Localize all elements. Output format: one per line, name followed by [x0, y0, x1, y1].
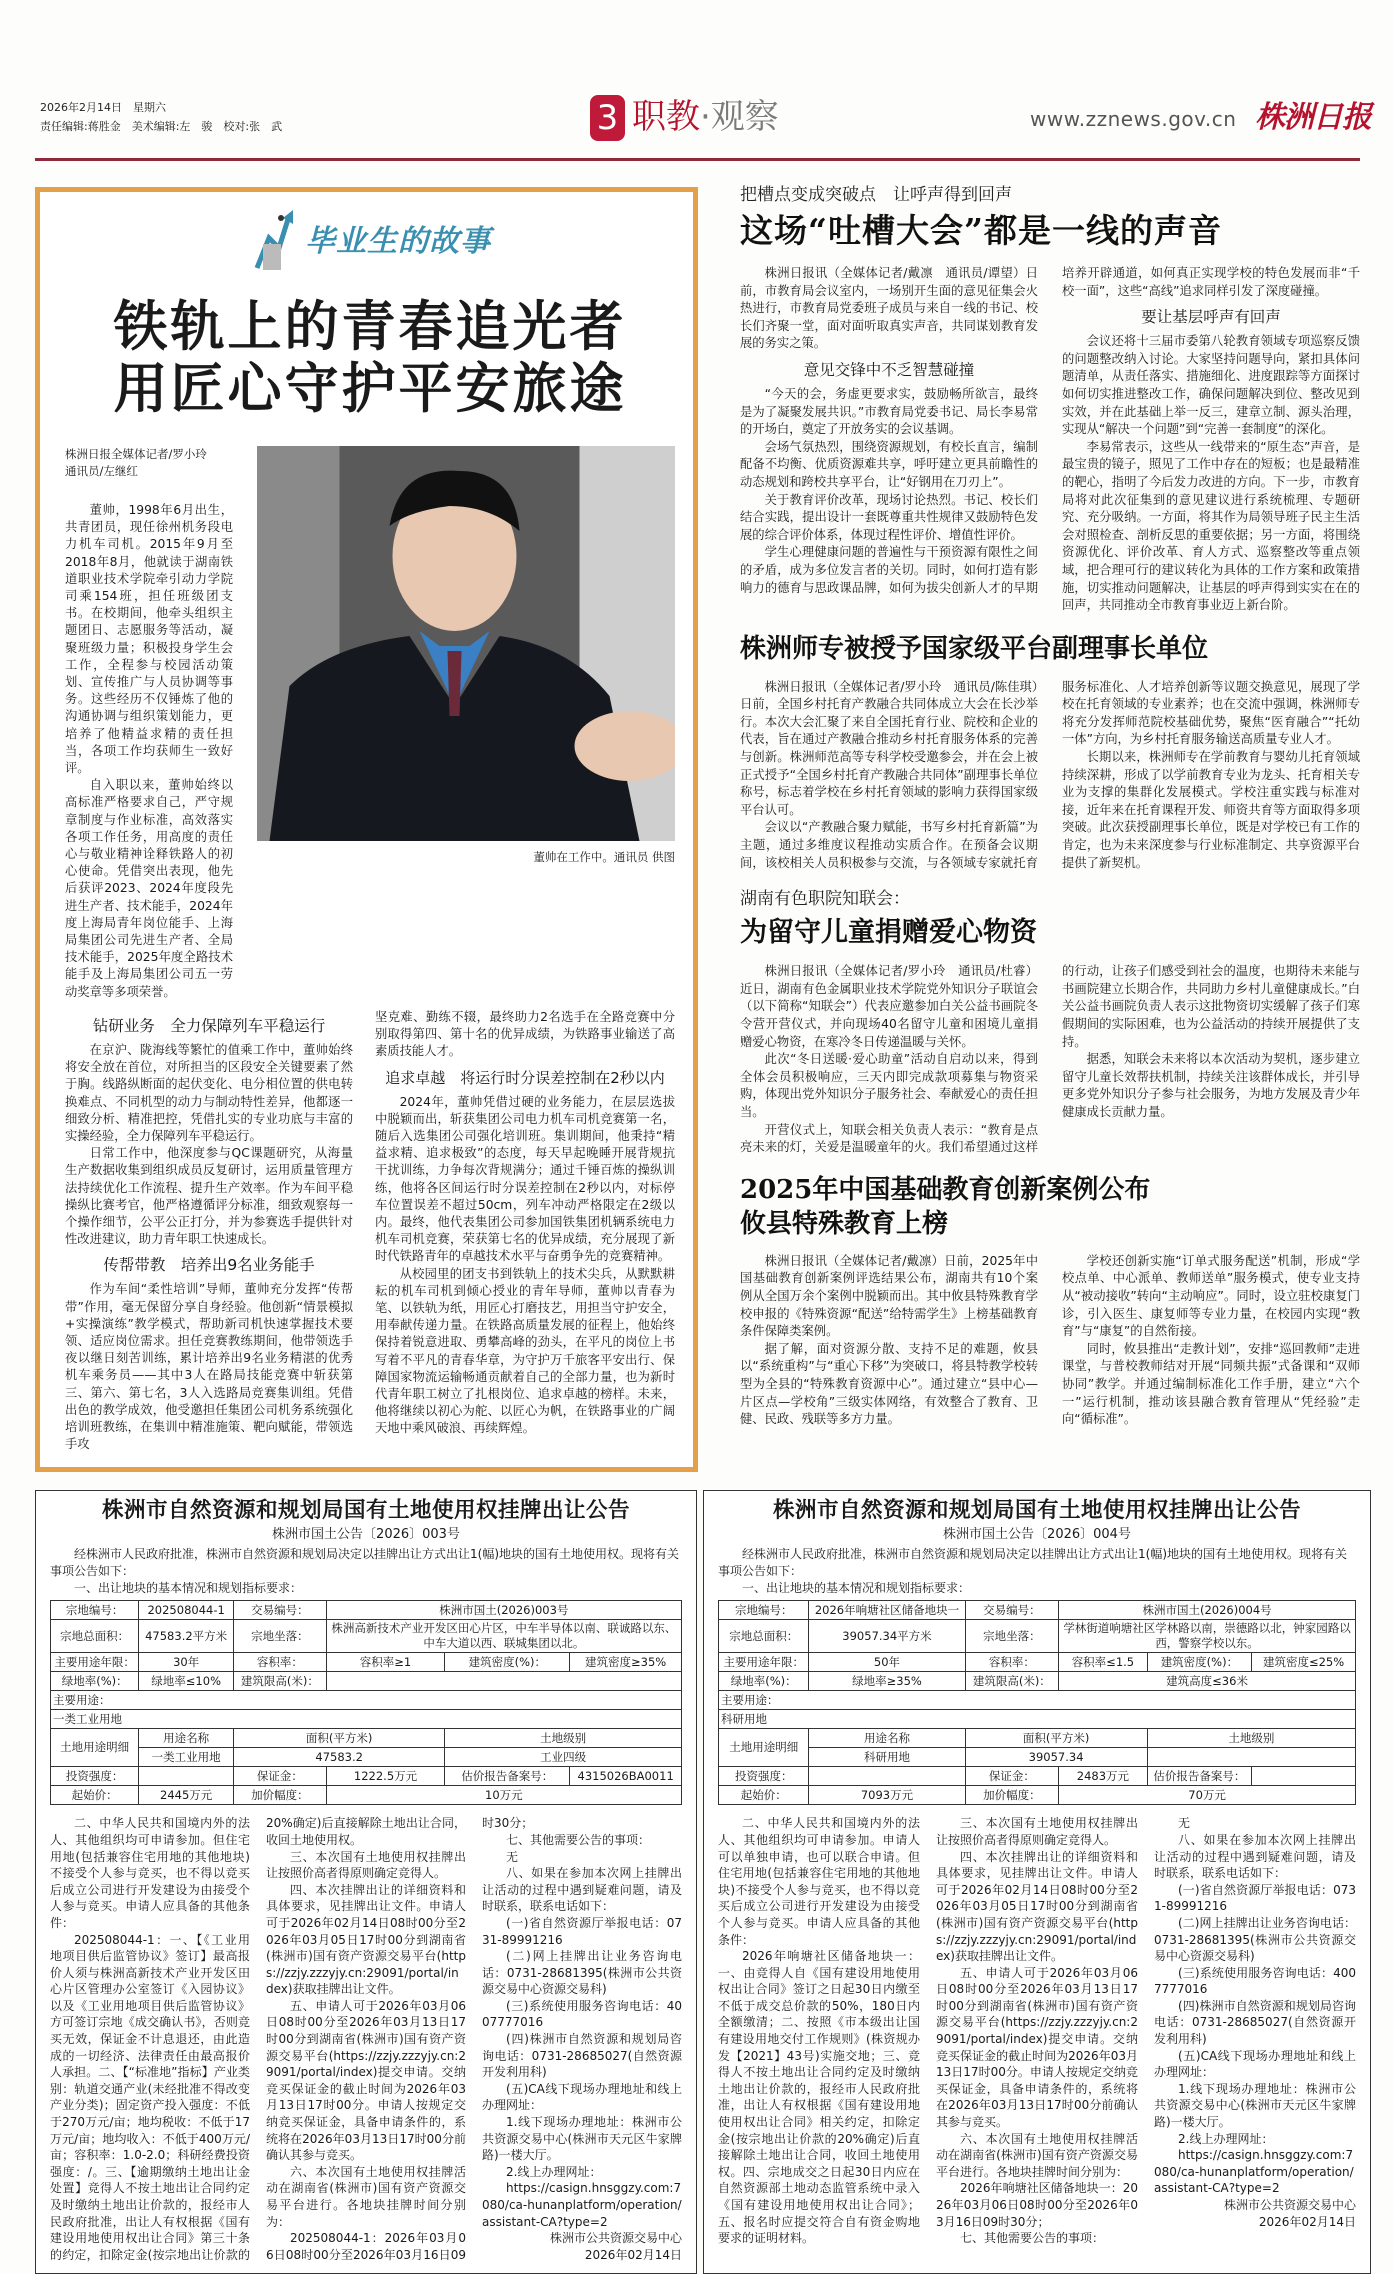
notice-paragraph: (三)系统使用服务咨询电话：4007777016 [1154, 1965, 1356, 1997]
table-row [719, 1653, 1356, 1672]
table-cell-density: 建筑密度≤25% [1252, 1653, 1356, 1672]
paragraph: 会场气氛热烈，围绕资源规划，有校长直言，编制配备不均衡、优质资源难共享，呼吁建立更具前瞻性的动态规划和跨校共享平台，让“好钢用在刀刃上”。 [740, 439, 1038, 489]
notice-paragraph: 四、本次挂牌出让的详细资料和具体要求，见挂牌出让文件。申请人可于2026年02月14日08时00分至2026年03月05日17时00分到湖南省(株洲市)国有资产资源交易平台(https://zzjy.zzzyjy.cn:29091/portal/index)获取挂牌出让文件。 [266, 1882, 466, 1997]
page-content [35, 184, 1371, 2274]
table-row [51, 1748, 682, 1767]
table-cell-invest [139, 1767, 234, 1786]
table-cell-parcel-no-label: 宗地编号： [51, 1601, 139, 1620]
paragraph: 株洲日报讯（全媒体记者/罗小玲 通讯员/陈佳琪）日前，全国乡村托育产教融合共同体成立大会在长沙举行。本次大会汇聚了来自全国托育行业、院校和企业的代表，旨在通过产教融合推动乡村托育服务体系的完善与创新。株洲师范高等专科学校受邀参会，并在会上被正式授予“全国乡村托育产教融合共同体”副理事长单位称号，标志着学校在乡村托育领域的影响力获得国家级平台认可。 [740, 679, 1038, 817]
paragraph: 在京沪、陇海线等繁忙的值乘工作中，董帅始终将安全放在首位，对所担当的区段安全关键要素了然于胸。线路纵断面的起伏变化、电分相位置的供电转换难点、不同机型的动力与制动特性差异，他都逐一细致分析、精准把控，凭借扎实的专业功底与丰富的实操经验，全力保障列车平稳运行。 [65, 1042, 353, 1143]
table-cell-height [326, 1672, 681, 1691]
paragraph: 学生心理健康问题的普遍性与干预资源有限性之间的矛盾，成为多位发言者的关切。同时，如何打造有影响力的德育与思政课品牌，如何为拔尖创新人才的早期培养开辟通道，如何真正实现学校的特色发展而非“千校一面”，这些“高线”追求同样引发了深度碰撞。 [740, 266, 1360, 595]
feature-intro-column [65, 446, 233, 1001]
notice-intro: 经株洲市人民政府批准，株洲市自然资源和规划局决定以挂牌出让方式出让1(幅)地块的国有土地使用权。现将有关事项公告如下： [50, 1547, 680, 1579]
article2-body [740, 679, 1360, 873]
table-cell-main-use-label: 主要用途： [51, 1691, 682, 1710]
table-row [51, 1653, 682, 1672]
person-photo-icon [257, 446, 675, 841]
table-cell-land-grade: 工业四级 [445, 1748, 682, 1767]
table-cell-area-label: 宗地总面积： [51, 1620, 139, 1653]
table-cell-density-label: 建筑密度(%)： [445, 1653, 570, 1672]
article3-body [740, 963, 1360, 1157]
paragraph: 此次“冬日送暖·爱心助童”活动自启动以来，得到全体会员积极响应，三天内即完成款项募集与物资采购，体现出党外知识分子服务社会、奉献爱心的责任担当。 [740, 1052, 1038, 1119]
land-auction-notice-003 [35, 1490, 697, 2274]
feature-lower [65, 1009, 675, 1453]
notice-paragraph: (四)株洲市自然资源和规划局咨询电话：0731-28685027(自然资源开发利用科) [1154, 1998, 1356, 2047]
photo-caption: 董帅在工作中。通讯员 供图 [533, 850, 675, 864]
table-cell-land-grade [1147, 1748, 1355, 1767]
headline-line-2: 用匠心守护平安旅途 [113, 357, 627, 420]
table-cell-deposit: 1222.5万元 [326, 1767, 445, 1786]
table-row [51, 1601, 682, 1620]
table-cell-density-label: 建筑密度(%)： [1147, 1653, 1251, 1672]
table-cell-deposit-label: 保证金： [965, 1767, 1059, 1786]
table-cell-green-label: 绿地率(%)： [51, 1672, 139, 1691]
paragraph: 株洲日报讯（全媒体记者/罗小玲 通讯员/杜睿）近日，湖南有色金属职业技术学院党外知识分子联谊会（以下简称“知联会”）代表应邀参加白关公益书画院冬令营开营仪式，并向现场40名留守儿童和困境儿童捐赠爱心物资，在寒冷冬日传递温暖与关怀。 [740, 964, 1038, 1049]
table-row [719, 1786, 1356, 1805]
notice-paragraph: 七、其他需要公告的事项： [960, 2231, 1105, 2246]
climber-arrow-icon [249, 208, 299, 276]
paragraph: 长期以来，株洲师专在学前教育与婴幼儿托育领域持续深耕，形成了以学前教育专业为龙头、托育相关专业为支撑的集群化发展模式。学校注重实践与标准对接，近年来在托育课程开发、师资共育等方面取得多项突破。此次获授副理事长单位，既是对学校已有工作的肯定，也为未来深度参与行业标准制定、共享资源平台提供了新契机。 [1062, 750, 1360, 870]
notices-row [35, 1490, 1371, 2274]
table-cell-trade-no: 株洲市国土(2026)003号 [326, 1601, 681, 1620]
notice-paragraph: 四、本次挂牌出让的详细资料和具体要求，见挂牌出让文件。申请人可于2026年02月14日08时00分至2026年03月05日17时00分到湖南省(株洲市)国有资产资源交易平台(https://zzjy.zzzyjy.cn:29091/portal/index)获取挂牌出让文件。 [936, 1849, 1138, 1964]
table-cell-term-label: 主要用途年限： [51, 1653, 139, 1672]
notice-date: 2026年02月14日 [584, 2247, 682, 2262]
table-cell-increment-label: 加价幅度： [965, 1786, 1059, 1805]
table-cell-use-name: 一类工业用地 [139, 1748, 234, 1767]
table-cell-use-name: 科研用地 [809, 1748, 965, 1767]
table-cell-parcel-no-label: 宗地编号： [719, 1601, 809, 1620]
section-title [632, 94, 779, 140]
notice-paragraph: 2.线上办理网址： [1178, 2131, 1274, 2146]
article1-body [740, 265, 1360, 615]
headline-line-1: 铁轨上的青春追光者 [113, 295, 627, 358]
subheading: 要让基层呼声有回声 [1141, 308, 1281, 327]
subheading: 钻研业务 全力保障列车平稳运行 [92, 1016, 326, 1035]
column-logo [65, 208, 675, 276]
table-row [719, 1601, 1356, 1620]
table-cell-location-label: 宗地坐落： [965, 1620, 1059, 1653]
table-cell-invest [809, 1767, 965, 1786]
notice-paragraph: 无 [1178, 1816, 1191, 1831]
section-title-sub: ·观察 [700, 97, 779, 137]
paragraph: 株洲日报讯（全媒体记者/戴凛）日前，2025年中国基础教育创新案例评选结果公布，湖南共有10个案例从全国万余个案例中脱颖而出。其中攸县特殊教育学校申报的《特殊资源“配送”给特需学生》上榜基础教育条件保障类案例。 [740, 1253, 1038, 1339]
feature-photo-block [257, 446, 675, 1001]
table-cell-increment: 10万元 [326, 1786, 681, 1805]
feature-upper [65, 446, 675, 1001]
table-cell-location-label: 宗地坐落： [233, 1620, 326, 1653]
table-cell-area: 39057.34平方米 [809, 1620, 965, 1653]
table-row [719, 1620, 1356, 1653]
paragraph: 会议还将十三届市委第八轮教育领域专项巡察反馈的问题整改纳入讨论。大家坚持问题导向，紧扣具体问题清单，从责任落实、措施细化、进度跟踪等方面探讨如何切实推进整改工作，确保问题解决到位、整改见到实效，并在此基础上举一反三，建章立制、源头治理，实现从“解决一个问题”到“完善一套制度”的深化。 [1062, 334, 1360, 437]
table-cell-invest-label: 投资强度： [719, 1767, 809, 1786]
notice-signer: 株洲市公共资源交易中心 [1223, 2198, 1356, 2213]
paragraph: 关于教育评价改革，现场讨论热烈。书记、校长们结合实践，提出设计一套既尊重共性规律又鼓励特色发展的综合评价体系，体现过程性评价、增值性评价。 [740, 492, 1038, 542]
notice-paragraph: 五、申请人可于2026年03月06日08时00分至2026年03月13日17时00分到湖南省(株洲市)国有资产资源交易平台(https://zzjy.zzzyjy.cn:29091/portal/index)提交申请。交纳竞买保证金的截止时间为2026年03月13日17时00分。申请人按规定交纳竞买保证金，具备申请条件的，系统将在2026年03月13日17时00分前确认其参与竞买。 [936, 1965, 1138, 2130]
paragraph: 从校园里的团支书到铁轨上的技术尖兵，从默默耕耘的机车司机到倾心授业的青年导师，董帅以青春为笔、以铁轨为纸，用匠心打磨技艺，用担当守护安全，用奉献传递力量。在铁路高质量发展的征程上，他始终保持着锐意进取、勇攀高峰的劲头，在平凡的岗位上书写着不平凡的青春华章，为守护万千旅客平安出行、保障国家物流运输畅通贡献着自己的全部力量，也为新时代青年职工树立了扎根岗位、追求卓越的榜样。未来，他将继续以初心为舵、以匠心为帆，在铁路事业的广阔天地中乘风破浪、再续辉煌。 [375, 1266, 675, 1436]
table-cell-location: 株洲高新技术产业开发区田心片区，中车半导体以南、联诚路以东、中车大道以西、联城集团以北。 [326, 1620, 681, 1653]
paragraph: 据了解，面对资源分散、支持不足的难题，攸县以“系统重构”与“重心下移”为突破口，将县特教学校转型为全县的“特殊教育资源中心”。通过建立“县中心—片区点—学校角”三级实体网络，有效整合了教育、卫健、民政、残联等多方力量。 [740, 1341, 1038, 1427]
land-auction-notice-004 [703, 1490, 1371, 2274]
table-cell-parcel-no: 2026年响塘社区储备地块一 [809, 1601, 965, 1620]
table-cell-main-use-label: 主要用途： [719, 1691, 1356, 1710]
notice-paragraph: (一)省自然资源厅举报电话：0731-89991216 [482, 1915, 682, 1947]
table-cell-parcel-no: 202508044-1 [139, 1601, 234, 1620]
table-row [719, 1672, 1356, 1691]
table-row [51, 1767, 682, 1786]
notice-paragraph: 二、中华人民共和国境内外的法人、其他组织均可申请参加。但住宅用地(包括兼容住宅用地的其他地块)不接受个人参与竞买，也不得以竞买后成立公司进行开发建设为由接受个人参与竞买。申请人应具备的其他条件： [50, 1816, 250, 1930]
table-cell-far-label: 容积率： [233, 1653, 326, 1672]
notice-paragraph: 2026年响塘社区储备地块一：2026年03月06日08时00分至2026年03月16日09时30分； [936, 2181, 1138, 2229]
table-row [51, 1620, 682, 1653]
feature-headline [65, 296, 675, 420]
table-cell-appraisal [1252, 1767, 1356, 1786]
paragraph: “今天的会，务虚更要求实，鼓励畅所欲言，最终是为了凝聚发展共识。”市教育局党委书记、局长李易常的开场白，奠定了开放务实的会议基调。 [740, 386, 1038, 437]
notice-paragraph: 八、如果在参加本次网上挂牌出让活动的过程中遇到疑难问题，请及时联系，联系电话如下： [1154, 1832, 1356, 1881]
table-row [51, 1710, 682, 1729]
article4-body [740, 1253, 1360, 1429]
table-row [719, 1691, 1356, 1710]
table-cell-area-label: 宗地总面积： [719, 1620, 809, 1653]
notice-paragraph: 八、如果在参加本次网上挂牌出让活动的过程中遇到疑难问题，请及时联系，联系电话如下： [482, 1866, 682, 1914]
notice-paragraph: (一)省自然资源厅举报电话：0731-89991216 [1154, 1882, 1356, 1914]
table-cell-deposit-label: 保证金： [233, 1767, 326, 1786]
notice-number: 株洲市国土公告〔2026〕004号 [943, 1527, 1131, 1543]
notice-paragraph: (三)系统使用服务咨询电话：4007777016 [482, 1998, 682, 2030]
notice-section-heading: 一、出让地块的基本情况和规划指标要求： [742, 1581, 971, 1596]
table-cell-use-name-label: 用途名称 [139, 1729, 234, 1748]
table-cell-detail-label: 土地用途明细 [719, 1729, 809, 1767]
paragraph: 自入职以来，董帅始终以高标准严格要求自己，严守规章制度与作业标准，高效落实各项工作任务，用高度的责任心与敬业精神诠释铁路人的初心使命。凭借突出表现，他先后获评2023、2024年度段先进生产者、技术能手，2024年度上海局青年岗位能手、上海局集团公司先进生产者、全局技术能手，2025年度全路技术能手及上海局集团公司五一劳动奖章等多项荣誉。 [65, 778, 233, 999]
table-row [51, 1786, 682, 1805]
title-line-2: 攸县特殊教育上榜 [740, 1208, 949, 1239]
paragraph: 日常工作中，他深度参与QC课题研究，从海量生产数据收集到组织成员反复研讨，运用质量管理方法持续优化工作流程、提升生产效率。作为车间平稳操纵比赛考官，他严格遵循评分标准，细致观察每一个操作细节，公平公正打分，并为参赛选手提供针对性改进建议，助力青年职工快速成长。 [65, 1146, 353, 1247]
notice-paragraph: (二)网上挂牌出让业务咨询电话：0731-28681395(株洲市公共资源交易中心资源交易科) [1154, 1915, 1356, 1964]
parcel-info-table [718, 1600, 1356, 1805]
table-cell-far-label: 容积率： [965, 1653, 1059, 1672]
table-cell-start-price-label: 起始价： [51, 1786, 139, 1805]
notice-paragraph: https://casign.hnsggzy.com:7080/ca-hunanplatform/operation/assistant-CA?type=2 [1154, 2148, 1354, 2196]
paragraph: 作为车间“柔性培训”导师，董帅充分发挥“传帮带”作用，毫无保留分享自身经验。他创新“情景模拟+实操演练”教学模式，帮助新司机快速掌握技术要领、适应岗位需求。担任竞赛教练期间，他带领选手夜以继日刻苦训练，累计培养出9名业务精湛的优秀机车乘务员——其中3人在路局技能竞赛中斩获第三、第六、第七名，3人入选路局竞赛集训组。凭借出色的教学成效，他受邀担任集团公司机务系统强化培训班教练，在集训中精准施策、靶向赋能，带领选手攻 [65, 1282, 353, 1452]
notice-paragraph: 2.线上办理网址： [506, 2164, 602, 2179]
notice-number: 株洲市国土公告〔2026〕003号 [272, 1527, 460, 1543]
notice-paragraph: 六、本次国有土地使用权挂牌活动在湖南省(株洲市)国有资产资源交易平台进行。各地块挂牌时间分别为： [936, 2131, 1138, 2179]
paragraph: 株洲日报讯（全媒体记者/戴凛 通讯员/谭望）日前，市教育局会议室内，一场别开生面的意见征集会火热进行，市教育局党委班子成员与来自一线的书记、校长们齐聚一堂，面对面听取真实声音，共同谋划教育发展的务实之策。 [740, 266, 1038, 351]
table-cell-area: 47583.2平方米 [139, 1620, 234, 1653]
notice-paragraph: 三、本次国有土地使用权挂牌出让按照价高者得原则确定竞得人。 [266, 1849, 466, 1881]
table-cell-use-area: 39057.34 [965, 1748, 1147, 1767]
table-cell-term: 50年 [809, 1653, 965, 1672]
notice-paragraph: 三、本次国有土地使用权挂牌出让按照价高者得原则确定竞得人。 [936, 1816, 1138, 1847]
table-cell-height: 建筑高度≤36米 [1059, 1672, 1356, 1691]
title-line-1: 2025年中国基础教育创新案例公布 [740, 1174, 1151, 1205]
column-logo-text: 毕业生的故事 [305, 224, 491, 259]
paragraph: 据悉，知联会未来将以本次活动为契机，逐步建立留守儿童长效帮扶机制，持续关注该群体成长，并引导更多党外知识分子参与社会服务，为地方发展及青少年健康成长贡献力量。 [1062, 1052, 1360, 1119]
table-row [719, 1710, 1356, 1729]
table-cell-trade-no: 株洲市国土(2026)004号 [1059, 1601, 1356, 1620]
article1-kicker: 把槽点变成突破点 让呼声得到回声 [740, 185, 1012, 205]
notice-paragraph: 1.线下现场办理地址：株洲市公共资源交易中心(株洲市天元区牛家牌路)一楼大厅。 [1154, 2081, 1356, 2130]
notice-paragraph: 2026年响塘社区储备地块一：一、由竞得人自《国有建设用地使用权出让合同》签订之日起30日内缴至不低于成交总价款的50%，180日内全额缴清；二、按照《市本级出让国有建设用地交付工作规则》(株资规办发【2021】43号)实施交地；三、竞得人不按土地出让合同约定及时缴纳土地出让价款的，报经市人民政府批准，出让人有权根据《国有建设用地使用权出让合同》相关约定，扣除定金(按宗地出让价款的20%确定)后直接解除土地出让合同，收回土地使用权。四、宗地成交之日起30日内应在自然资源部土地动态监管系统中录入《国有建设用地使用权出让合同》；五、报名时应提交符合自有资金购地要求的证明材料。 [718, 1949, 920, 2246]
section-title-main: 职教 [632, 97, 700, 137]
table-cell-height-label: 建筑限高(米)： [233, 1672, 326, 1691]
notice-title: 株洲市自然资源和规划局国有土地使用权挂牌出让公告 [101, 1498, 630, 1524]
notice-signer: 株洲市公共资源交易中心 [549, 2231, 682, 2246]
notice-paragraph: (四)株洲市自然资源和规划局咨询电话：0731-28685027(自然资源开发利用科) [482, 2032, 682, 2080]
table-cell-increment-label: 加价幅度： [233, 1786, 326, 1805]
paragraph: 同时，攸县推出“走教计划”，安排“巡回教师”走进课堂，与普校教师结对开展“同频共振”式备课和“双师协同”教学。并通过编制标准化工作手册，建立“六个一”运行机制，推动该县融合教育管理从“凭经验”走向“循标准”。 [1062, 1341, 1360, 1427]
article3-kicker: 湖南有色职院知联会： [740, 889, 910, 910]
table-cell-invest-label: 投资强度： [51, 1767, 139, 1786]
table-cell-trade-no-label: 交易编号： [233, 1601, 326, 1620]
issue-date: 2026年2月14日 星期六 [40, 101, 166, 114]
table-cell-use-area-label: 面积(平方米) [965, 1729, 1147, 1748]
article2-title[interactable]: 株洲师专被授予国家级平台副理事长单位 [740, 633, 1209, 664]
subheading: 追求卓越 将运行时分误差控制在2秒以内 [385, 1068, 665, 1087]
header-rule [35, 158, 1360, 161]
notice-date: 2026年02月14日 [1258, 2214, 1356, 2229]
table-row [51, 1691, 682, 1710]
table-cell-green: 绿地率≥35% [809, 1672, 965, 1691]
notice-paragraph: https://casign.hnsggzy.com:7080/ca-hunanplatform/operation/assistant-CA?type=2 [482, 2181, 682, 2229]
byline-reporter: 株洲日报全媒体记者/罗小玲 [65, 447, 207, 461]
notice-title: 株洲市自然资源和规划局国有土地使用权挂牌出让公告 [772, 1498, 1301, 1524]
table-cell-start-price: 7093万元 [809, 1786, 965, 1805]
paragraph-continued: 坚克难、勤练不辍，最终助力2名选手在全路竞赛中分别取得第四、第十名的优异成绩，为铁路事业输送了高素质技能人才。 [375, 1009, 675, 1059]
feature-story [35, 187, 698, 1472]
article4-title[interactable] [740, 1173, 1360, 1241]
notice-paragraph: (五)CA线下现场办理地址和线上办理网址： [1154, 2048, 1356, 2080]
notice-paragraph: 五、申请人可于2026年03月06日08时00分至2026年03月13日17时00分到湖南省(株洲市)国有资产资源交易平台(https://zzjy.zzzyjy.cn:29091/portal/index)提交申请。交纳竞买保证金的截止时间为2026年03月13日17时00分。申请人按规定交纳竞买保证金，具备申请条件的，系统将在2026年03月13日17时00分前确认其参与竞买。 [266, 1998, 466, 2163]
parcel-info-table [50, 1600, 682, 1805]
table-cell-trade-no-label: 交易编号： [965, 1601, 1059, 1620]
notice-paragraph: 202508044-1：2026年03月06日08时00分至2026年03月16日09时30分； [266, 1816, 534, 2262]
notice-paragraph: 二、中华人民共和国境内外的法人、其他组织均可申请参加。申请人可以单独申请，也可以联合申请。但住宅用地(包括兼容住宅用地的其他地块)不接受个人参与竞买，也不得以竞买后成立公司进行开发建设为由接受个人参与竞买。申请人应具备的其他条件： [718, 1816, 920, 1947]
notice-section-heading: 一、出让地块的基本情况和规划指标要求： [74, 1581, 303, 1596]
table-row [51, 1672, 682, 1691]
notice-body [718, 1815, 1356, 2246]
table-row [719, 1748, 1356, 1767]
table-cell-appraisal-label: 估价报告备案号： [445, 1767, 570, 1786]
notice-paragraph: 1.线下现场办理地址：株洲市公共资源交易中心(株洲市天元区牛家牌路)一楼大厅。 [482, 2115, 682, 2163]
paragraph: 2024年，董帅凭借过硬的业务能力，在层层选拔中脱颖而出，斩获集团公司电力机车司机竞赛第一名，随后入选集团公司强化培训班。集训期间，他秉持“精益求精、追求极致”的态度，每天早起晚睡开展背规抗干扰训练，力争每次背规满分；通过千锤百炼的操纵训练，他将各区间运行时分误差控制在2秒以内，对标停车位置误差不超过50cm，列车冲动严格限定在2级以内。最终，他代表集团公司参加国铁集团机辆系统电力机车司机竞赛，荣获第七名的优异成绩，充分展现了新时代铁路青年的卓越技术水平与奋勇争先的竞赛精神。 [375, 1094, 675, 1264]
subheading: 传帮带教 培养出9名业务能手 [103, 1256, 315, 1275]
feature-column-b [375, 1009, 675, 1453]
table-row [51, 1729, 682, 1748]
table-cell-detail-label: 土地用途明细 [51, 1729, 139, 1767]
table-cell-land-grade-label: 土地级别 [445, 1729, 682, 1748]
masthead-logo: 株洲日报 [1255, 100, 1371, 135]
right-column [740, 184, 1360, 1429]
notice-paragraph: 无 [506, 1849, 519, 1864]
paragraph: 董帅，1998年6月出生，共青团员，现任徐州机务段电力机车司机。2015年9月至2018年8月，他就读于湖南铁道职业技术学院牵引动力学院司乘154班，担任班级团支书。在校期间，他牵头组织主题团日、志愿服务等活动，凝聚班级力量；积极投身学生会工作，全程参与校园活动策划、宣传推广与人员协调等事务。这些经历不仅锤炼了他的沟通协调与组织策划能力，更培养了他精益求精的责任担当，各项工作均获师生一致好评。 [65, 503, 233, 776]
notice-paragraph: 202508044-1：一、【《工业用地项目供后监管协议》签订】最高报价人须与株洲高新技术产业开发区田心片区管理办公室签订《入园协议》以及《工业用地项目供后监管协议》方可签订宗地《成交确认书》，否则竞买无效，保证金不计息退还，由此造成的一切经济、法律责任由最高报价人承担。二、【“标准地”指标】产业类别：轨道交通产业(未经批准不得改变产业分类)；固定资产投入强度：不低于270万元/亩；地均税收：不低于17万元/亩；地均收入：不低于400万元/亩；容积率：1.0-2.0；科研经费投资强度：/。三、【逾期缴纳土地出让金处置】竞得人不按土地出让合同约定及时缴纳土地出让价款的，报经市人民政府批准，出让人有权根据《国有建设用地使用权出让合同》第三十条的约定，扣除定金(按宗地出让价款的20%确定)后直接解除土地出让合同，收回土地使用权。 [50, 1816, 466, 2262]
table-cell-appraisal-label: 估价报告备案号： [1147, 1767, 1251, 1786]
byline [65, 446, 233, 480]
paragraph: 李易常表示，这些从一线带来的“原生态”声音，是最宝贵的镜子，照见了工作中存在的短板；也是最精准的靶心，指明了今后发力改进的方向。下一步，市教育局将对此次征集到的意见建议进行系统梳理、专题研究、充分吸纳。一方面，将其作为局领导班子民主生活会对照检查、剖析反思的重要依据；另一方面，将围绕资源优化、评价改革、育人方式、巡察整改等重点领域，把合理可行的建议转化为具体的工作方案和政策措施，切实推动问题解决，让基层的呼声得到实实在在的回声，共同推动全市教育事业迈上新台阶。 [1062, 439, 1360, 613]
table-cell-location: 学林街道响塘社区学林路以南，崇德路以北，钟家园路以西，警察学校以东。 [1059, 1620, 1356, 1653]
table-cell-land-grade-label: 土地级别 [1147, 1729, 1355, 1748]
table-row [719, 1729, 1356, 1748]
table-cell-use-name-label: 用途名称 [809, 1729, 965, 1748]
table-cell-deposit: 2483万元 [1059, 1767, 1148, 1786]
editors-line: 责任编辑:蒋胜金 美术编辑:左 骏 校对:张 武 [40, 120, 283, 133]
table-cell-height-label: 建筑限高(米)： [965, 1672, 1059, 1691]
table-cell-appraisal: 4315026BA0011 [570, 1767, 682, 1786]
notice-paragraph: 六、本次国有土地使用权挂牌活动在湖南省(株洲市)国有资产资源交易平台进行。各地块挂牌时间分别为： [266, 2164, 466, 2229]
table-cell-term-label: 主要用途年限： [719, 1653, 809, 1672]
table-cell-term: 30年 [139, 1653, 234, 1672]
top-section [35, 184, 1371, 1472]
paragraph: 会议以“产教融合聚力赋能，书写乡村托育新篇”为主题，通过多维度议程推动实质合作。在预备会议期间，该校相关人员积极参与交流，与各领域专家就托育服务标准化、人才培养创新等议题交换意见，展现了学校在托育领域的专业素养；也在交流中强调，株洲师专将充分发挥师范院校基础优势，聚焦“医育融合”“托幼一体”方向，为乡村托育服务输送高质量专业人才。 [740, 679, 1360, 870]
table-cell-density: 建筑密度≥35% [570, 1653, 682, 1672]
table-cell-increment: 70万元 [1059, 1786, 1356, 1805]
table-cell-use-area-label: 面积(平方米) [233, 1729, 444, 1748]
paragraph: 学校还创新实施“订单式服务配送”机制，形成“学校点单、中心派单、教师送单”服务模式，使专业支持从“被动接收”转向“主动响应”。同时，设立驻校康复门诊，引入医生、康复师等专业力量，在校园内实现“教育”与“康复”的自然衔接。 [1062, 1253, 1360, 1339]
notice-paragraph: (五)CA线下现场办理地址和线上办理网址： [482, 2081, 682, 2113]
table-cell-green-label: 绿地率(%)： [719, 1672, 809, 1691]
page-number-badge: 3 [590, 95, 625, 141]
byline-correspondent: 通讯员/左继红 [65, 464, 138, 478]
table-cell-start-price: 2445万元 [139, 1786, 234, 1805]
feature-photo [257, 446, 675, 841]
table-cell-start-price-label: 起始价： [719, 1786, 809, 1805]
table-cell-green: 绿地率≤10% [139, 1672, 234, 1691]
feature-column-a [65, 1009, 353, 1453]
article1-title[interactable]: 这场“吐槽大会”都是一线的声音 [740, 211, 1222, 250]
table-cell-use-area: 47583.2 [233, 1748, 444, 1767]
table-cell-far: 容积率≥1 [326, 1653, 445, 1672]
feature-intro-text [65, 502, 233, 1001]
table-cell-main-use: 一类工业用地 [51, 1710, 682, 1729]
notice-intro: 经株洲市人民政府批准，株洲市自然资源和规划局决定以挂牌出让方式出让1(幅)地块的国有土地使用权。现将有关事项公告如下： [718, 1547, 1348, 1579]
subheading: 意见交锋中不乏智慧碰撞 [803, 360, 975, 379]
article3-title[interactable]: 为留守儿童捐赠爱心物资 [740, 917, 1037, 949]
table-cell-far: 容积率≤1.5 [1059, 1653, 1148, 1672]
notice-paragraph: (二)网上挂牌出让业务咨询电话：0731-28681395(株洲市公共资源交易中心资源交易科) [482, 1949, 682, 1997]
table-cell-main-use: 科研用地 [719, 1710, 1356, 1729]
website-url[interactable]: www.zznews.gov.cn [1030, 107, 1237, 131]
table-row [719, 1767, 1356, 1786]
notice-body [50, 1815, 682, 2263]
notice-paragraph: 七、其他需要公告的事项： [506, 1832, 651, 1847]
paragraph: 开营仪式上，知联会相关负责人表示：“教育是点亮未来的灯，关爱是温暖童年的火。我们希望通过这样的行动，让孩子们感受到社会的温度，也期待未来能与书画院建立长期合作，共同助力乡村儿童健康成长。”白关公益书画院负责人表示这批物资切实缓解了孩子们寒假期间的实际困难，也为公益活动的持续开展提供了支持。 [740, 964, 1360, 1155]
